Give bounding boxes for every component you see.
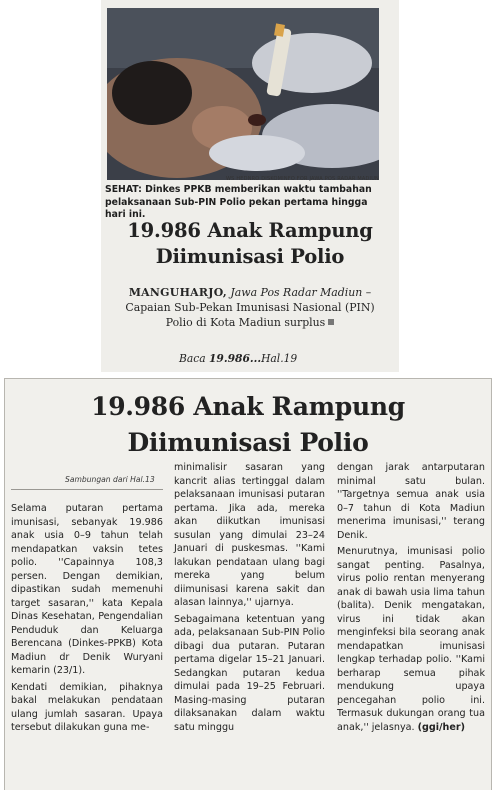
source-name: Jawa Pos Radar Madiun <box>230 286 363 299</box>
paragraph-text: Menurutnya, imunisasi polio sangat penting. Pasalnya, virus polio rentan menyerang anak di bawah usia lima tahun (balita). Denik mengatakan, virus ini tidak akan menginfeksi bila seorang anak mendapatkan imunisasi lengkap terhadap polio. ''Kami berharap semua pihak mendukung upaya pencegahan polio ini. Termasuk dukungan orang tua anak,'' jelasnya. <box>337 546 485 733</box>
news-photo <box>107 8 379 180</box>
front-headline-line1: 19.986 Anak Rampung <box>127 219 373 242</box>
continued-from-label: Sambungan dari Hal.13 <box>65 475 155 484</box>
dateline: MANGUHARJO, <box>128 286 227 299</box>
front-page-clipping <box>101 0 399 372</box>
continue-reference <box>179 352 297 365</box>
caption-tag: SEHAT: <box>105 184 142 195</box>
end-square-icon <box>328 319 334 325</box>
paragraph <box>337 545 485 734</box>
front-lead <box>115 285 385 331</box>
article-column-1 <box>11 502 163 738</box>
divider <box>11 489 163 490</box>
paragraph: Selama putaran pertama imunisasi, sebanyak 19.986 anak usia 0–9 tahun telah mendapatkan vaksin tetes polio. ''Capainnya 108,3 persen. Dengan demikian, dipastikan sudah memenuhi target sasaran,'' kata Kepala Dinas Kesehatan, Pengendalian Penduduk dan Keluarga Berencana (Dinkes-PPKB) Kota Madiun dr Denik Wuryani kemarin (23/1). <box>11 503 163 676</box>
front-headline <box>101 218 399 270</box>
continuation-headline-line1: 19.986 Anak Rampung <box>91 392 405 421</box>
paragraph: minimalisir sasaran yang kancrit alias tertinggal dalam pelaksanaan imunisasi putaran pertama. Jika ada, mereka akan diikutkan imunisasi susulan yang dimulai 23–24 Januari di puskesmas. ''Kami lakukan pendataan ulang bagi mereka yang belum diimunisasi karena sakit dan alasan lainnya,'' ujarnya. <box>174 462 325 608</box>
continuation-clipping <box>4 378 492 790</box>
article-column-3 <box>337 461 485 737</box>
polio-vaccination-photo <box>107 8 379 180</box>
photo-credit: WS HEDNRO DISKOMINFO FOR JAWA POS RADAR MADIUN <box>226 176 379 182</box>
lead-text: – Capaian Sub-Pekan Imunisasi Nasional (PIN) Polio di Kota Madiun surplus <box>125 286 375 330</box>
continuation-headline-line2: Diimunisasi Polio <box>127 428 369 457</box>
jump-page: Hal.19 <box>261 352 298 365</box>
paragraph: Sebagaimana ketentuan yang ada, pelaksanaan Sub-PIN Polio dibagi dua putaran. Putaran pertama digelar 15–21 Januari. Sedangkan putaran kedua dimulai pada 19–25 Februari. Masing-masing putaran dilaksanakan dalam waktu satu minggu <box>174 613 325 733</box>
author-signature: (ggi/her) <box>417 721 466 733</box>
article-column-2 <box>174 461 325 737</box>
front-headline-line2: Diimunisasi Polio <box>155 245 345 268</box>
continuation-headline <box>5 389 491 461</box>
jump-prefix: Baca <box>179 352 206 365</box>
jump-ref: 19.986... <box>209 352 262 365</box>
paragraph: Kendati demikian, pihaknya bakal melakukan pendataan ulang jumlah sasaran. Upaya tersebut dilakukan guna me- <box>11 681 163 733</box>
caption-text: Dinkes PPKB memberikan waktu tambahan pelaksanaan Sub-PIN Polio pekan pertama hingga hari ini. <box>105 184 372 220</box>
photo-caption <box>105 184 391 222</box>
paragraph: dengan jarak antarputaran minimal satu bulan. ''Targetnya semua anak usia 0–7 tahun di Kota Madiun menerima imunisasi,'' terang Denik. <box>337 462 485 541</box>
